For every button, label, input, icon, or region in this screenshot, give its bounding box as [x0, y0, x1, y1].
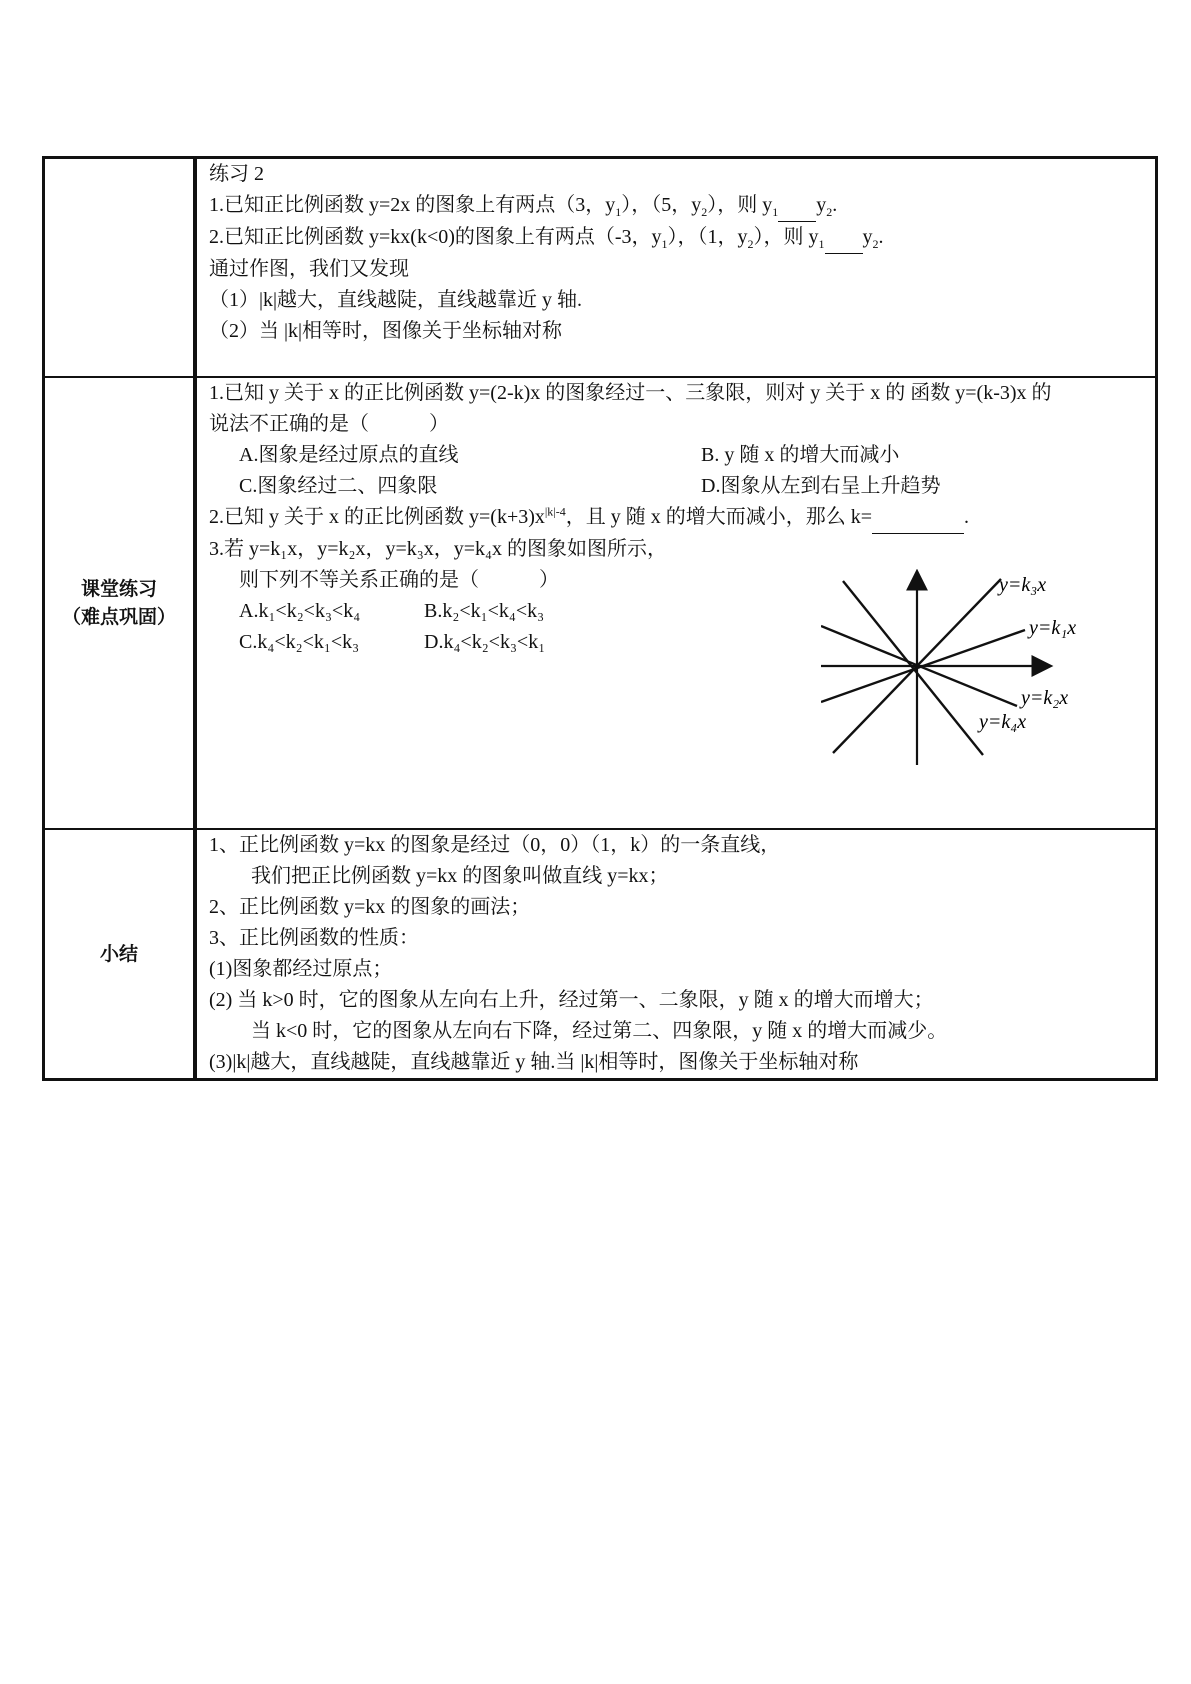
option-b: B. y 随 x 的增大而减小 [701, 444, 900, 466]
cp-question-1-options-cd [209, 471, 1145, 502]
label-difficulty: （难点巩固） [61, 606, 176, 628]
discover-point-1: （1）|k|越大，直线越陡，直线越靠近 y 轴. [209, 289, 583, 311]
summary-line-8: (3)|k|越大，直线越陡，直线越靠近 y 轴.当 |k|相等时，图像关于坐标轴对称 [209, 1051, 859, 1073]
cp-question-1-line1: 1.已知 y 关于 x 的正比例函数 y=(2-k)x 的图象经过一、三象限，则对 y 关于 x 的 函数 y=(k-3)x 的 [209, 382, 1052, 404]
option-c: C.k₄<k₂<k₁<k₃ [239, 631, 360, 653]
label-k3: y=k₃x [999, 574, 1047, 596]
summary-line-4: 3、正比例函数的性质： [209, 927, 419, 949]
line-k4 [843, 581, 983, 755]
row-label-class-practice [44, 377, 196, 829]
summary-line-5: (1)图象都经过原点； [209, 958, 393, 980]
practice-question-1: 1.已知正比例函数 y=2x 的图象上有两点（3，$y_1$），（5，$y_2$），则 $y_1$ $y_2$. [209, 190, 1145, 222]
option-b: B.k₂<k₁<k₄<k₃ [424, 600, 545, 622]
summary-line-7: 当 k<0 时，它的图象从左向右下降，经过第二、四象限，y 随 x 的增大而减少。 [251, 1020, 948, 1042]
label-k4: y=k₄x [979, 711, 1027, 733]
cp-question-3-line2: 则下列不等关系正确的是（ ） [239, 569, 559, 591]
class-practice-content [195, 377, 1157, 829]
row-label-summary: 小结 [44, 829, 196, 1080]
discover-line: 通过作图，我们又发现 [209, 258, 409, 280]
discover-point-2: （2）当 |k|相等时，图像关于坐标轴对称 [209, 320, 563, 342]
option-c: C.图象经过二、四象限 [239, 475, 438, 497]
lines-graph [821, 569, 1111, 769]
cp-question-1-line2: 说法不正确的是（ ） [209, 413, 449, 435]
row-label-empty [44, 158, 196, 378]
row-class-practice [44, 377, 1157, 829]
answer-blank [872, 502, 964, 534]
answer-blank [825, 222, 863, 254]
summary-line-6: (2) 当 k>0 时，它的图象从左向右上升，经过第一、二象限，y 随 x 的增大而增大； [209, 989, 934, 1011]
summary-line-1: 1、正比例函数 y=kx 的图象是经过（0，0）（1，k）的一条直线， [209, 834, 781, 856]
summary-line-3: 2、正比例函数 y=kx 的图象的画法； [209, 896, 531, 918]
cp-question-3-block [209, 565, 1145, 733]
label-k2: y=k₂x [1021, 687, 1069, 709]
practice-title: 练习 2 [209, 163, 264, 185]
lesson-table [42, 156, 1158, 1081]
cp-question-1-options-ab [209, 440, 1145, 471]
option-d: D.k₄<k₂<k₃<k₁ [424, 631, 546, 653]
row-practice-2 [44, 158, 1157, 378]
answer-blank [778, 190, 816, 222]
practice-2-content [195, 158, 1157, 378]
option-d: D.图象从左到右呈上升趋势 [701, 475, 941, 497]
cp-question-3-line1: 3.若 y=k₁x，y=k₂x，y=k₃x，y=k₄x 的图象如图所示， [209, 538, 668, 560]
practice-question-2: 2.已知正比例函数 y=kx(k<0)的图象上有两点（-3，$y_1$），（1，$y_2$），则 $y_1$ $y_2$. [209, 222, 1145, 254]
label-k1: y=k₁x [1029, 617, 1077, 639]
label-class-practice: 课堂练习 [80, 578, 157, 600]
row-summary [44, 829, 1157, 1080]
option-a: A.k₁<k₂<k₃<k₄ [239, 600, 361, 622]
summary-content [195, 829, 1157, 1080]
summary-line-2: 我们把正比例函数 y=kx 的图象叫做直线 y=kx； [251, 865, 669, 887]
cp-question-2: 2.已知 y 关于 x 的正比例函数 $y=(k+3)x^{|k|-4}$，且 y 随 x 的增大而减小，那么 k= . [209, 502, 1145, 534]
option-a: A.图象是经过原点的直线 [239, 444, 459, 466]
